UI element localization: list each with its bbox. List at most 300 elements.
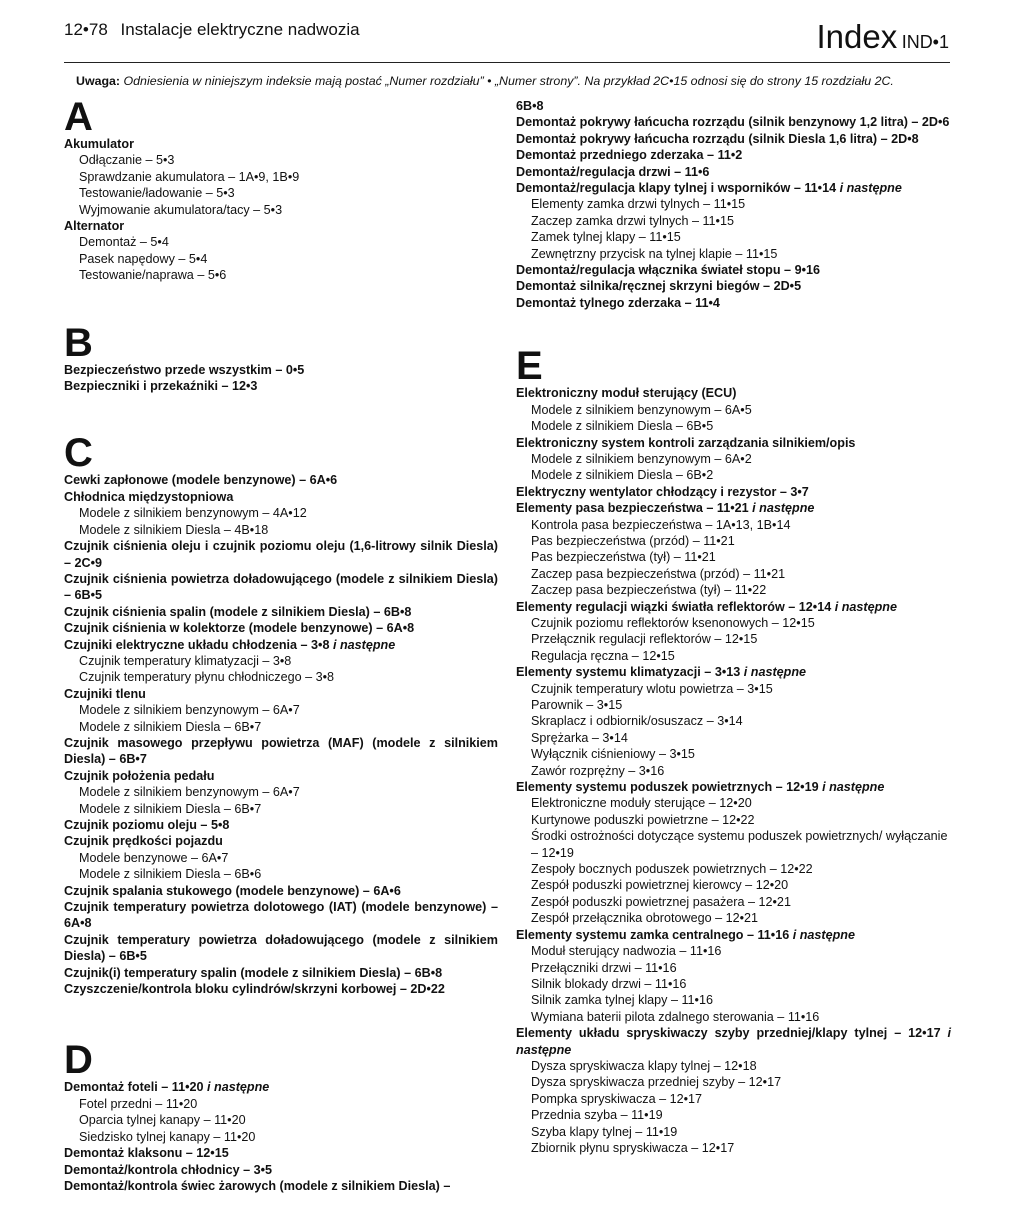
entry-page-ref: – 11•22 [720, 583, 767, 598]
entry-term: Czujnik temperatury płynu chłodniczego [79, 670, 302, 685]
entry-and-following: i następne [792, 927, 856, 942]
entry-page-ref: – 11•20 [200, 1113, 246, 1128]
entry-page-ref: – 3•5 [239, 1162, 273, 1177]
entry-page-ref: – 11•16 [675, 944, 722, 959]
entry-page-ref: – 3•14 [703, 714, 743, 729]
note-text: Odniesienia w niniejszym indeksie mają postać „Numer rozdziału” • „Numer strony”. Na przykład 2C•15 odnosi się do strony 15 rozdziału 2C. [123, 74, 894, 88]
entry-page-ref: – 6B•2 [672, 468, 714, 483]
entry-page-ref: – 1A•13, 1B•14 [701, 517, 791, 532]
entry-page-ref: – 2D•5 [759, 279, 802, 294]
entry-term: Czujnik temperatury powietrza doładowującego (modele z silnikiem Diesla) [64, 932, 498, 964]
entry-page-ref: – 12•21 [744, 894, 791, 909]
entry-page-ref: – 3•7 [776, 484, 809, 499]
index-entry [64, 218, 498, 234]
entry-page-ref: – 6A•7 [187, 850, 229, 865]
entry-page-ref: – 12•20 [705, 796, 752, 811]
entry-term: Środki ostrożności dotyczące systemu poduszek powietrznych/ wyłączanie [531, 829, 948, 844]
entry-page-ref: – 11•16 [743, 927, 790, 942]
entry-and-following: i następne [834, 599, 898, 614]
index-entry [516, 435, 951, 451]
entry-term: Demontaż przedniego zderzaka [516, 148, 704, 163]
entry-term: Zamek tylnej klapy [531, 230, 636, 245]
index-entry [64, 1162, 498, 1178]
entry-page-ref: – 11•15 [731, 246, 778, 261]
entry-page-ref: – 11•20 [209, 1129, 256, 1144]
index-entry [516, 500, 951, 516]
entry-page-ref: – 6B•5 [105, 949, 147, 964]
index-page: IND•1 [901, 32, 949, 52]
entry-term: Elementy pasa bezpieczeństwa [516, 501, 703, 516]
index-subentry [64, 1096, 498, 1112]
entry-term: Przednia szyba [531, 1108, 618, 1123]
entry-page-ref: – 2D•6 [907, 115, 950, 130]
entry-term: Fotel przedni [79, 1096, 152, 1111]
index-subentry [64, 784, 498, 800]
entry-term: Elementy układu spryskiwaczy szyby przedniej/klapy tylnej [516, 1026, 888, 1041]
entry-and-following: i następne [516, 1026, 952, 1057]
chapter-title: Instalacje elektryczne nadwozia [120, 20, 360, 39]
entry-page-ref: – 6A•8 [64, 900, 498, 931]
entry-term: Zespoły bocznych poduszek powietrznych [531, 862, 767, 877]
index-entry [516, 927, 951, 943]
index-subentry [64, 1129, 498, 1145]
index-subentry [516, 615, 951, 631]
index-subentry [516, 402, 951, 418]
index-subentry [516, 730, 951, 746]
index-entry [516, 262, 951, 278]
index-entry [516, 599, 951, 615]
entry-term: Bezpieczeństwo przede wszystkim [64, 362, 272, 377]
index-subentry [516, 746, 951, 762]
entry-page-ref: – 11•20 [157, 1080, 204, 1095]
entry-page-ref: – 12•19 [772, 780, 819, 795]
index-subentry [64, 522, 498, 538]
index-subentry [516, 943, 951, 959]
index-entry [64, 620, 498, 636]
index-subentry [516, 582, 951, 598]
entry-page-ref: – 3•13 [700, 665, 741, 680]
entry-term: Czujnik(i) temperatury spalin (modele z silnikiem Diesla) [64, 965, 401, 980]
index-entry [64, 686, 498, 702]
entry-page-ref: – 11•21 [702, 501, 749, 516]
entry-term: Zbiornik płynu spryskiwacza [531, 1140, 688, 1155]
index-entry [516, 664, 951, 680]
index-entry [64, 637, 498, 653]
entry-term: Zespół poduszki powietrznej pasażera [531, 894, 745, 909]
entry-term: Elementy systemu poduszek powietrznych [516, 780, 773, 795]
entry-term: Czujnik ciśnienia spalin (modele z silnikiem Diesla) [64, 604, 370, 619]
entry-term: Czujnik prędkości pojazdu [64, 834, 223, 849]
entry-term: Czujnik ciśnienia oleju i czujnik poziomu oleju (1,6-litrowy silnik Diesla) [64, 539, 498, 554]
entry-term: Pas bezpieczeństwa (przód) [531, 533, 690, 548]
entry-page-ref: – 11•16 [667, 993, 713, 1008]
index-subentry [516, 910, 951, 926]
index-subentry [516, 1074, 951, 1090]
index-entry [64, 965, 498, 981]
entry-page-ref: – 6A•5 [710, 402, 752, 417]
entry-term: Czujnik położenia pedału [64, 768, 215, 783]
entry-page-ref: – 11•6 [670, 164, 710, 179]
entry-term: Demontaż foteli [64, 1080, 158, 1095]
entry-term: Modele z silnikiem Diesla [79, 522, 221, 537]
index-subentry [516, 549, 951, 565]
entry-page-ref: – 12•15 [710, 632, 758, 647]
entry-page-ref: – 12•20 [741, 878, 789, 893]
index-header [817, 18, 950, 56]
entry-term: Modele z silnikiem Diesla [79, 719, 221, 734]
index-subentry [64, 169, 498, 185]
entry-term: Demontaż pokrywy łańcucha rozrządu (silnik Diesla 1,6 litra) [516, 131, 878, 146]
entry-page-ref: – 12•15 [182, 1146, 229, 1161]
index-entry [516, 131, 951, 147]
entry-page-ref: – 11•20 [151, 1096, 198, 1111]
entry-term: Demontaż silnika/ręcznej skrzyni biegów [516, 279, 760, 294]
index-entry [64, 817, 498, 833]
entry-term: Testowanie/naprawa [79, 268, 194, 283]
section-letter-e: E [516, 344, 543, 389]
entry-term: Przełącznik regulacji reflektorów [531, 632, 711, 647]
index-subentry [516, 992, 951, 1008]
entry-page-ref: – 11•2 [703, 148, 743, 163]
entry-term: Moduł sterujący nadwozia [531, 944, 676, 959]
entry-and-following: i następne [332, 637, 396, 652]
entry-term: Demontaż klaksonu [64, 1146, 183, 1161]
index-subentry [516, 976, 951, 992]
entry-term: Demontaż/regulacja włącznika świateł stopu [516, 263, 781, 278]
entry-term: Modele z silnikiem Diesla [531, 468, 673, 483]
entry-term: Modele z silnikiem benzynowym [79, 785, 259, 800]
entry-term: Wyłącznik ciśnieniowy [531, 747, 656, 762]
index-subentry [516, 1124, 951, 1140]
entry-page-ref: – 3•14 [588, 730, 628, 745]
entry-term: Alternator [64, 219, 125, 234]
section-d [64, 1079, 498, 1194]
index-entry [516, 779, 951, 795]
index-subentry [64, 185, 498, 201]
entry-page-ref: – [439, 1178, 451, 1193]
index-subentry [516, 877, 951, 893]
entry-term: Wymiana baterii pilota zdalnego sterowania [531, 1009, 774, 1024]
entry-term: Elementy regulacji wiązki światła reflektorów [516, 599, 785, 614]
entry-page-ref: – 5•3 [202, 186, 235, 201]
entry-page-ref: – 11•15 [635, 230, 681, 245]
entry-term: Skraplacz i odbiornik/osuszacz [531, 714, 704, 729]
entry-page-ref: – 11•15 [699, 197, 746, 212]
entry-page-ref: – 0•5 [271, 362, 305, 377]
index-subentry [516, 960, 951, 976]
index-subentry [516, 566, 951, 582]
entry-page-ref: – 12•17 [687, 1140, 735, 1155]
entry-and-following: i następne [752, 501, 815, 516]
entry-term: Czujnik poziomu reflektorów ksenonowych [531, 615, 769, 630]
index-subentry [516, 631, 951, 647]
entry-term: Demontaż pokrywy łańcucha rozrządu (silnik benzynowy 1,2 litra) [516, 115, 908, 130]
entry-term: Czujniki tlenu [64, 686, 146, 701]
entry-page-ref: – 6B•5 [64, 588, 103, 603]
entry-page-ref: – 3•15 [733, 681, 773, 696]
entry-page-ref: – 4A•12 [258, 506, 307, 521]
entry-and-following: i następne [822, 780, 885, 795]
entry-term: Demontaż/regulacja drzwi [516, 164, 671, 179]
index-subentry [516, 648, 951, 664]
index-entry [64, 378, 498, 394]
index-subentry [516, 795, 951, 811]
index-entry [516, 1025, 951, 1058]
index-entry [64, 1178, 498, 1194]
entry-term: Modele z silnikiem benzynowym [79, 506, 259, 521]
entry-term: Silnik blokady drzwi [531, 976, 641, 991]
entry-page-ref: – 2D•8 [877, 131, 919, 146]
index-subentry [516, 828, 951, 861]
entry-term: Demontaż tylnego zderzaka [516, 295, 682, 310]
index-subentry [64, 505, 498, 521]
section-b [64, 362, 498, 395]
index-subentry [516, 1107, 951, 1123]
section-letter-a: A [64, 95, 93, 139]
entry-page-ref: – 6B•8 [400, 965, 443, 980]
index-subentry [516, 894, 951, 910]
index-entry [64, 768, 498, 784]
entry-page-ref: – 1A•9, 1B•9 [224, 169, 300, 184]
entry-page-ref: – 12•21 [711, 911, 759, 926]
entry-page-ref: – 6B•7 [220, 801, 262, 816]
index-subentry [64, 202, 498, 218]
entry-term: Czujnik ciśnienia w kolektorze (modele benzynowe) [64, 621, 373, 636]
index-subentry [516, 196, 951, 212]
entry-page-ref: – 12•15 [768, 615, 815, 630]
index-subentry [516, 681, 951, 697]
entry-page-ref: – 12•22 [708, 812, 755, 827]
index-subentry [64, 801, 498, 817]
entry-term: Zewnętrzny przycisk na tylnej klapie [531, 246, 732, 261]
entry-page-ref: – 5•4 [136, 235, 169, 250]
section-a [64, 136, 498, 284]
entry-page-ref: – 11•21 [670, 550, 716, 565]
entry-page-ref: – 12•17 [734, 1075, 782, 1090]
entry-term: Bezpieczniki i przekaźniki [64, 379, 218, 394]
entry-term: Przełączniki drzwi [531, 960, 632, 975]
entry-term: Elementy systemu klimatyzacji [516, 665, 701, 680]
index-entry [64, 1079, 498, 1095]
section-e [516, 385, 951, 1156]
entry-term: Szyba klapy tylnej [531, 1124, 632, 1139]
entry-term: Elektroniczny moduł sterujący (ECU) [516, 386, 737, 401]
entry-term: Modele z silnikiem benzynowym [79, 703, 259, 718]
entry-page-ref: – 5•6 [193, 268, 227, 283]
index-subentry [516, 229, 951, 245]
entry-term: Elementy systemu zamka centralnego [516, 927, 744, 942]
index-subentry [64, 653, 498, 669]
entry-term: Czujnik ciśnienia powietrza doładowującego (modele z silnikiem Diesla) [64, 571, 498, 586]
entry-page-ref: – 3•16 [624, 763, 665, 778]
entry-term: Wyjmowanie akumulatora/tacy [79, 202, 250, 217]
index-subentry [516, 1140, 951, 1156]
index-subentry [516, 451, 951, 467]
entry-term: Czujnik spalania stukowego (modele benzynowe) [64, 883, 360, 898]
entry-term: Czujnik poziomu oleju [64, 818, 197, 832]
entry-page-ref: – 3•8 [301, 670, 335, 685]
index-subentry [64, 702, 498, 718]
entry-term: Siedzisko tylnej kanapy [79, 1129, 210, 1144]
entry-term: Zespół poduszki powietrznej kierowcy [531, 878, 742, 893]
entry-page-ref: – 9•16 [780, 263, 820, 278]
entry-term: Czujnik temperatury klimatyzacji [79, 653, 259, 668]
index-subentry [516, 517, 951, 533]
entry-term: Parownik [531, 698, 583, 712]
entry-term: Pompka spryskiwacza [531, 1091, 656, 1106]
index-entry [516, 180, 951, 196]
entry-page-ref: – 6A•7 [258, 703, 300, 718]
index-entry [64, 604, 498, 620]
index-entry [64, 735, 498, 768]
index-entry [64, 571, 498, 604]
entry-page-ref: – 11•21 [739, 566, 786, 581]
index-entry [516, 278, 951, 294]
entry-page-ref: – 5•3 [249, 202, 283, 217]
entry-page-ref: – 11•14 [790, 181, 837, 196]
entry-page-ref: – 12•22 [766, 862, 813, 877]
running-header [64, 20, 360, 40]
entry-page-ref: – 11•19 [631, 1124, 678, 1139]
entry-and-following: i następne [207, 1080, 270, 1095]
index-subentry [64, 850, 498, 866]
entry-term: Czujniki elektryczne układu chłodzenia [64, 637, 298, 652]
entry-term: Cewki zapłonowe (modele benzynowe) [64, 473, 296, 488]
entry-page-ref: – 11•4 [681, 295, 720, 310]
entry-term: Sprawdzanie akumulatora [79, 169, 225, 184]
entry-page-ref: – 12•17 [655, 1091, 703, 1106]
entry-term: Zaczep pasa bezpieczeństwa (przód) [531, 566, 740, 581]
entry-term: Zaczep zamka drzwi tylnych [531, 213, 689, 228]
entry-term: Czyszczenie/kontrola bloku cylindrów/skrzyni korbowej [64, 982, 397, 997]
index-subentry [64, 669, 498, 685]
index-entry [516, 114, 951, 130]
index-subentry [516, 713, 951, 729]
index-entry [64, 489, 498, 505]
entry-page-ref: – 6A•6 [359, 883, 401, 898]
index-subentry [516, 697, 951, 713]
entry-page-ref: – 6B•7 [105, 752, 147, 767]
entry-page-ref: – 6A•6 [295, 473, 338, 488]
entry-page-ref: – 2C•9 [64, 555, 103, 570]
entry-term: Akumulator [64, 137, 134, 151]
note-label: Uwaga: [76, 74, 121, 88]
entry-page-ref: – 12•14 [784, 599, 832, 614]
entry-page-ref: – 12•18 [710, 1058, 757, 1073]
entry-term: Modele z silnikiem benzynowym [531, 402, 711, 417]
entry-term: Elektroniczny system kontroli zarządzania silnikiem/opis [516, 435, 856, 450]
index-entry [64, 1145, 498, 1161]
index-subentry [516, 812, 951, 828]
entry-term: Pasek napędowy [79, 251, 175, 266]
entry-term: Zawór rozprężny [531, 763, 625, 778]
index-entry [64, 833, 498, 849]
index-subentry [516, 418, 951, 434]
index-entry [516, 484, 951, 500]
entry-page-ref: – 12•3 [217, 379, 258, 394]
entry-page-ref: – 11•19 [617, 1108, 663, 1123]
entry-page-ref: – 12•15 [628, 648, 675, 663]
entry-term: Testowanie/ładowanie [79, 186, 203, 201]
entry-term: Dysza spryskiwacza klapy tylnej [531, 1058, 711, 1073]
entry-term: Demontaż/kontrola świec żarowych (modele z silnikiem Diesla) [64, 1178, 440, 1193]
entry-page-ref: – 2D•22 [396, 982, 445, 997]
index-subentry [516, 1058, 951, 1074]
index-entry [516, 295, 951, 311]
index-subentry [516, 861, 951, 877]
header-rule [64, 62, 950, 63]
entry-page-ref: – 6B•8 [369, 604, 412, 619]
entry-page-ref: – 6B•6 [220, 867, 262, 882]
index-subentry [64, 152, 498, 168]
entry-page-ref: – 5•4 [174, 251, 208, 266]
index-title: Index [816, 18, 898, 55]
entry-page-ref: – 11•16 [773, 1009, 820, 1024]
entry-and-following: i następne [839, 181, 902, 196]
index-entry [516, 147, 951, 163]
entry-page-ref: – 5•3 [142, 153, 175, 168]
entry-page-ref: – 12•19 [531, 845, 574, 860]
index-entry [64, 136, 498, 152]
index-subentry [516, 467, 951, 483]
entry-term: Elementy zamka drzwi tylnych [531, 197, 700, 212]
entry-term: Odłączanie [79, 153, 143, 168]
entry-page-ref: – 3•15 [655, 747, 695, 762]
page-number: 12•78 [64, 20, 108, 39]
index-subentry [64, 719, 498, 735]
entry-term: Elektroniczne moduły sterujące [531, 796, 706, 811]
entry-and-following: i następne [743, 665, 807, 680]
index-subentry [516, 1009, 951, 1025]
entry-term: Zespół przełącznika obrotowego [531, 911, 712, 926]
entry-term: Modele z silnikiem Diesla [79, 801, 221, 816]
index-entry [64, 899, 498, 932]
entry-term: Demontaż/regulacja klapy tylnej i wsporników [516, 181, 791, 196]
index-entry [516, 98, 951, 114]
index-entry [64, 932, 498, 965]
entry-term: Czujnik temperatury powietrza dolotowego (IAT) (modele benzynowe) [64, 900, 487, 915]
entry-page-ref: – 6B•7 [220, 719, 262, 734]
entry-term: Modele benzynowe [79, 850, 188, 865]
entry-term: Kontrola pasa bezpieczeństwa [531, 517, 702, 532]
entry-term: Zaczep pasa bezpieczeństwa (tył) [531, 583, 721, 598]
entry-page-ref: – 5•8 [196, 818, 230, 832]
index-subentry [64, 251, 498, 267]
index-subentry [64, 267, 498, 283]
entry-term: Pas bezpieczeństwa (tył) [531, 550, 671, 565]
index-subentry [516, 246, 951, 262]
entry-term: Czujnik masowego przepływu powietrza (MAF) (modele z silnikiem Diesla) [64, 735, 498, 767]
index-subentry [516, 1091, 951, 1107]
entry-page-ref: – 6A•2 [710, 451, 752, 466]
entry-term: Czujnik temperatury wlotu powietrza [531, 681, 734, 696]
index-subentry [516, 763, 951, 779]
entry-term: Modele z silnikiem Diesla [531, 419, 673, 434]
section-letter-d: D [64, 1038, 93, 1083]
entry-page-ref: – 11•21 [689, 533, 735, 548]
entry-term: Demontaż/kontrola chłodnicy [64, 1162, 240, 1177]
index-subentry [64, 1112, 498, 1128]
index-subentry [516, 533, 951, 549]
entry-page-ref: – 11•16 [631, 960, 677, 975]
entry-term: Modele z silnikiem Diesla [79, 867, 221, 882]
index-entry [64, 883, 498, 899]
index-column-right [516, 98, 951, 1156]
entry-term: Demontaż [79, 235, 137, 250]
entry-page-ref: – 4B•18 [220, 522, 269, 537]
section-c [64, 472, 498, 997]
entry-page-ref: – 12•17 [887, 1026, 941, 1041]
